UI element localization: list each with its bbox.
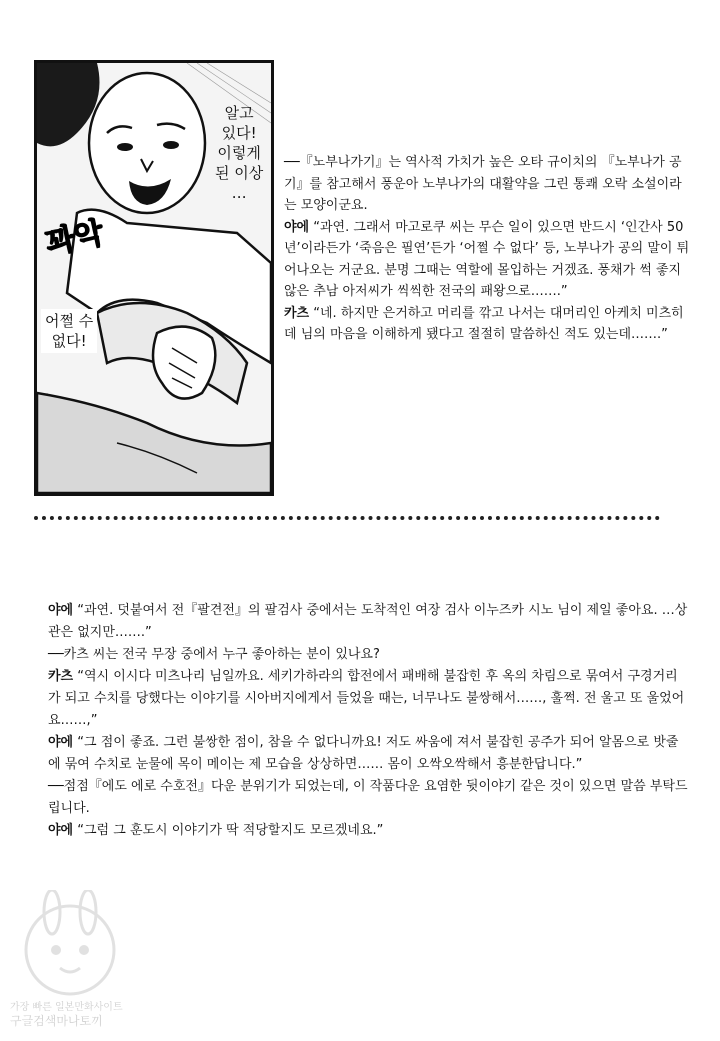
paragraph-text: “그럼 그 훈도시 이야기가 딱 적당할지도 모르겠네요.” <box>77 823 384 838</box>
paragraph <box>48 600 688 644</box>
paragraph <box>48 732 688 776</box>
speaker: 야에 <box>284 219 310 235</box>
paragraph <box>48 820 688 842</box>
paragraph <box>284 217 694 303</box>
rabbit-mascot-icon <box>0 890 150 1000</box>
speaker: 야에 <box>48 823 74 838</box>
paragraph <box>48 666 688 732</box>
speech-bubble-top <box>215 103 263 203</box>
paragraph-text: “그 점이 좋죠. 그런 불쌍한 점이, 참을 수 없다니까요! 저도 싸움에 져서 불잡힌 공주가 되어 알몸으로 밧줄에 묶여 수치로 눈물에 목이 메이는 제 모습을 상상하면…… 몸이 오싹오싹해서 흥분한답니다.” <box>48 735 679 772</box>
sound-effect: 꽈악 <box>42 215 107 262</box>
watermark-line: 가장 빠른 일본만화사이트 <box>10 1002 123 1013</box>
speech-bubble-bottom <box>41 309 97 353</box>
paragraph-text: ──『노부나가기』는 역사적 가치가 높은 오타 규이치의 『노부나가 공기』를 참고해서 풍운아 노부나가의 대활약을 그린 통쾌 오락 소설이라는 모양이군요. <box>284 155 682 213</box>
speaker: 야에 <box>48 603 74 618</box>
bubble-line: 이렇게 <box>217 144 261 162</box>
bubble-line: 된 이상 <box>215 164 264 182</box>
bubble-line: 없다! <box>51 332 87 350</box>
bubble-line: 알고 <box>224 104 254 122</box>
paragraph-text: “과연. 그래서 마고로쿠 씨는 무슨 일이 있으면 반드시 ‘인간사 50년’이라든가 ‘죽음은 필연’든가 ‘어쩔 수 없다’ 등, 노부나가 공의 말이 튀어나오는 거군요. 분명 그때는 역할에 몰입하는 거겠죠. 풍채가 썩 좋지 않은 추남 아저씨가 씩씩한 전국의 패왕으로…….” <box>284 219 690 299</box>
interview-text-bottom <box>48 600 688 842</box>
paragraph <box>284 152 694 217</box>
paragraph <box>48 776 688 820</box>
interview-text-right <box>284 152 694 346</box>
dotted-divider <box>34 510 660 520</box>
paragraph-text: “네. 하지만 은거하고 머리를 깎고 나서는 대머리인 아케치 미츠히데 님의 마음을 이해하게 됐다고 절절히 말씀하신 적도 있는데…….” <box>284 305 684 342</box>
manga-panel <box>34 60 274 496</box>
paragraph <box>48 644 688 666</box>
speaker: 야에 <box>48 735 74 750</box>
speaker: 카츠 <box>48 669 74 684</box>
bubble-line: 어쩔 수 <box>45 312 94 330</box>
watermark-line: 구글검색마나토끼 <box>10 1014 103 1028</box>
paragraph-text: “과연. 덧붙여서 전『팔견전』의 팔검사 중에서는 도착적인 여장 검사 이누즈카 시노 님이 제일 좋아요. …상관은 없지만…….” <box>48 603 688 640</box>
bubble-line: 있다! <box>221 124 257 142</box>
paragraph-text: ──카츠 씨는 전국 무장 중에서 누구 좋아하는 분이 있나요? <box>48 647 380 662</box>
paragraph-text: “역시 이시다 미츠나리 님일까요. 세키가하라의 합전에서 패배해 불잡힌 후 옥의 차림으로 묶여서 구경거리가 되고 수치를 당했다는 이야기를 시아버지에게서 들었을 때는, 너무나도 불쌍해서……, 훌쩍. 전 울고 또 울었어요……,” <box>48 669 685 728</box>
speaker: 카츠 <box>284 305 310 321</box>
paragraph <box>284 303 694 346</box>
paragraph-text: ──점점『에도 에로 수호전』다운 분위기가 되었는데, 이 작품다운 요염한 뒷이야기 같은 것이 있으면 말씀 부탁드립니다. <box>48 779 688 816</box>
bubble-line: … <box>231 184 247 202</box>
watermark <box>0 890 150 1040</box>
